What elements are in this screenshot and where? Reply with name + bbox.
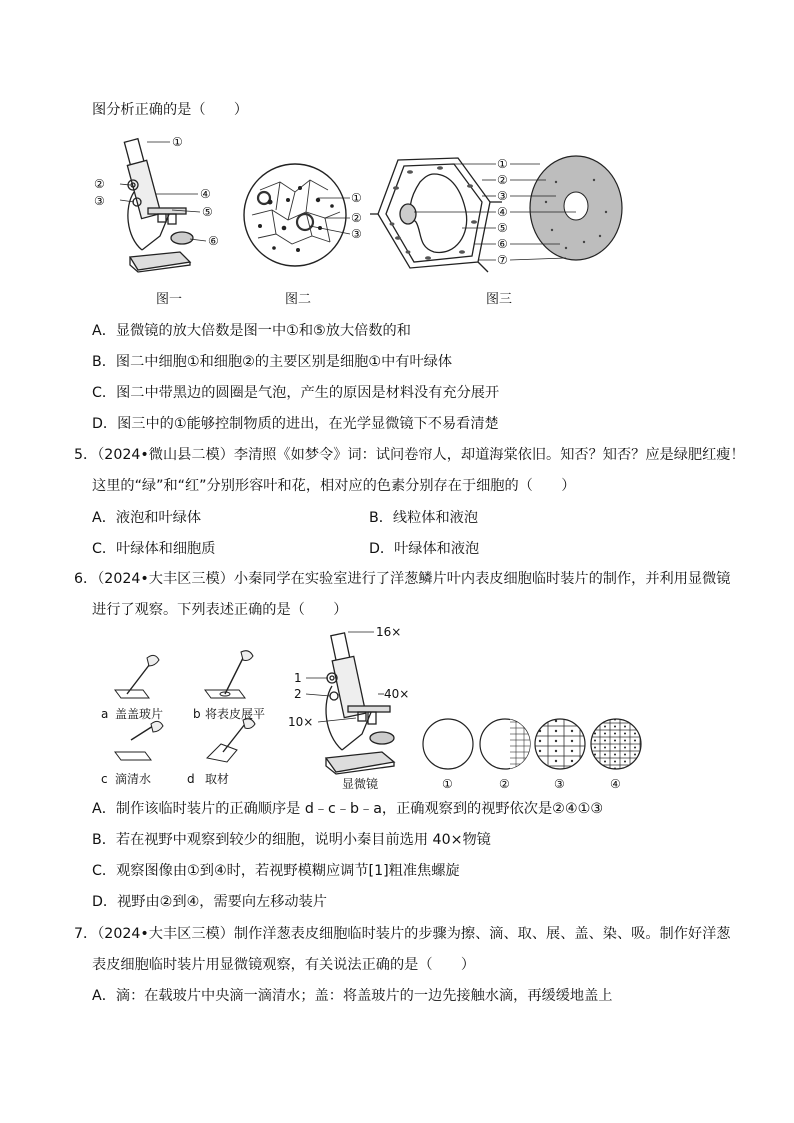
q7-stem-line1: 7．（2024•大丰区三模）制作洋葱表皮细胞临时装片的步骤为擦、滴、取、展、盖、染、吸。制作好洋葱: [74, 926, 731, 942]
q5-stem-line2: 这里的“绿”和“红”分别形容叶和花，相对应的色素分别存在于细胞的（ ）: [92, 478, 576, 494]
figure2-caption: 图二: [285, 292, 312, 307]
view-label-4: ④: [610, 777, 621, 791]
fig1-label-2: ②: [94, 177, 105, 191]
q6-option-b: B．若在视野中观察到较少的细胞，说明小秦目前选用 40×物镜: [92, 832, 491, 848]
q5-option-b: B．线粒体和液泡: [369, 510, 479, 526]
q6-stem-line2: 进行了观察。下列表述正确的是（ ）: [92, 602, 348, 618]
q4-option-c: C．图二中带黑边的圆圈是气泡，产生的原因是材料没有充分展开: [92, 385, 500, 401]
fig3-label-3: ③: [497, 189, 508, 203]
fig3-label-2: ②: [497, 173, 508, 187]
q7-option-a: A．滴：在载玻片中央滴一滴清水；盖：将盖玻片的一边先接触水滴，再缓缓地盖上: [92, 988, 613, 1004]
step-b-text: 将表皮展平: [205, 707, 266, 721]
figure2-cells: [240, 160, 370, 270]
objective-low-magnification: 10×: [288, 715, 314, 729]
step-c-text: 滴清水: [115, 772, 152, 786]
q6-option-d: D．视野由②到④，需要向左移动装片: [92, 894, 327, 910]
microscope-part-1: 1: [294, 671, 302, 685]
step-d-letter: d: [187, 772, 195, 786]
fig3-label-4: ④: [497, 205, 508, 219]
q5-stem-line1: 5．（2024•微山县二模）李清照《如梦令》词：试问卷帘人，却道海棠依旧。知否？知否？应是绿肥红瘦！: [74, 447, 745, 463]
objective-high-magnification: 40×: [384, 687, 410, 701]
q6-stem-line1: 6．（2024•大丰区三模）小秦同学在实验室进行了洋葱鳞片叶内表皮细胞临时装片的制作，并利用显微镜: [74, 571, 731, 587]
step-a-letter: a: [101, 707, 109, 721]
microscope-part-2: 2: [294, 687, 302, 701]
q4-option-b: B．图二中细胞①和细胞②的主要区别是细胞①中有叶绿体: [92, 354, 453, 370]
figure3-cells: [370, 152, 660, 277]
fig1-label-6: ⑥: [208, 234, 219, 248]
view-label-1: ①: [442, 777, 453, 791]
step-b-letter: b: [193, 707, 201, 721]
q4-stem-tail: 图分析正确的是（ ）: [92, 102, 249, 118]
q6-views: [420, 716, 670, 794]
q6-steps-illustration: [95, 640, 295, 790]
view-label-3: ③: [554, 777, 565, 791]
q7-stem-line2: 表皮细胞临时装片用显微镜观察，有关说法正确的是（ ）: [92, 957, 476, 973]
q5-option-d: D．叶绿体和液泡: [369, 541, 480, 557]
figure3-caption: 图三: [486, 292, 513, 307]
eyepiece-magnification: 16×: [376, 625, 402, 639]
fig3-label-7: ⑦: [497, 253, 508, 267]
fig3-label-6: ⑥: [497, 237, 508, 251]
q4-option-d: D．图三中的①能够控制物质的进出，在光学显微镜下不易看清楚: [92, 416, 499, 432]
q5-option-c: C．叶绿体和细胞质: [92, 541, 216, 557]
fig1-label-3: ③: [94, 194, 105, 208]
fig2-label-3: ③: [351, 227, 362, 241]
view-label-2: ②: [499, 777, 510, 791]
step-c-letter: c: [101, 772, 108, 786]
figure1-microscope: [90, 132, 240, 277]
fig3-label-5: ⑤: [497, 221, 508, 235]
microscope-caption: 显微镜: [342, 777, 379, 791]
fig1-label-1: ①: [172, 135, 183, 149]
q6-option-a: A．制作该临时装片的正确顺序是 d﹣c﹣b﹣a，正确观察到的视野依次是②④①③: [92, 801, 604, 817]
fig2-label-1: ①: [351, 191, 362, 205]
q6-option-c: C．观察图像由①到④时，若视野模糊应调节[1]粗准焦螺旋: [92, 863, 460, 879]
figure1-caption: 图一: [156, 292, 183, 307]
step-d-text: 取材: [205, 772, 230, 786]
fig1-label-5: ⑤: [202, 205, 213, 219]
q4-option-a: A．显微镜的放大倍数是图一中①和⑤放大倍数的和: [92, 323, 411, 339]
q5-option-a: A．液泡和叶绿体: [92, 510, 202, 526]
fig1-label-4: ④: [200, 187, 211, 201]
q6-microscope: [286, 622, 436, 792]
fig3-label-1: ①: [497, 157, 508, 171]
fig2-label-2: ②: [351, 211, 362, 225]
step-a-text: 盖盖玻片: [115, 707, 164, 721]
